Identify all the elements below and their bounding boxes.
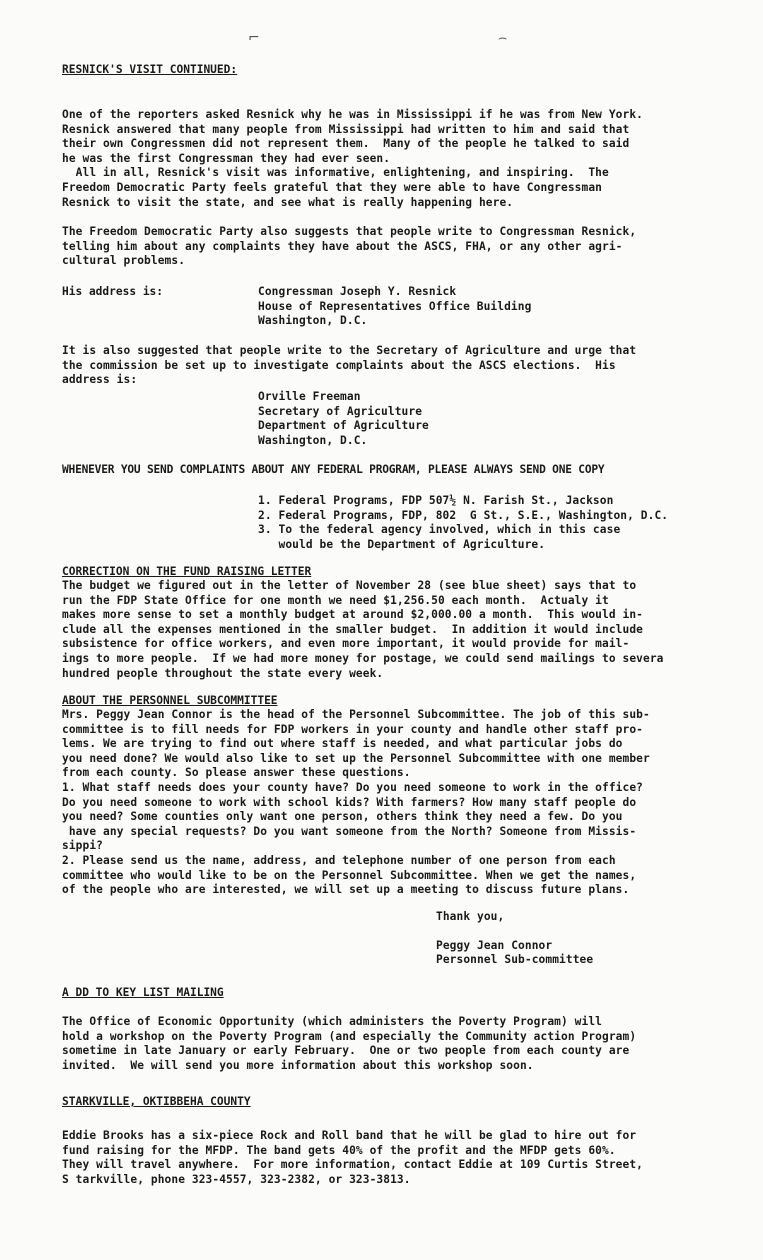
text-line: their own Congressmen did not represent them. Many of the people he talked to said — [62, 137, 630, 151]
page-title: RESNICK'S VISIT CONTINUED: — [62, 63, 238, 76]
text-line: committee who would like to be on the Personnel Subcommittee. When we get the names, — [62, 868, 637, 882]
text-line: he was the first Congressman they had ever seen. — [62, 151, 391, 165]
section-heading: ABOUT THE PERSONNEL SUBCOMMITTEE — [62, 694, 278, 707]
address-line: Congressman Joseph Y. Resnick — [258, 285, 457, 298]
list-item: 3. To the federal agency involved, which in this case — [258, 523, 621, 537]
text-line: telling him about any complaints they have about the ASCS, FHA, or any other agri- — [62, 239, 623, 253]
text-line: clude all the expenses mentioned in the smaller budget. In addition it would include — [62, 622, 644, 636]
address-label: His address is: — [62, 285, 164, 298]
section-heading: A DD TO KEY LIST MAILING — [62, 986, 224, 999]
text-line: you need done? We would also like to set up the Personnel Subcommittee with one member — [62, 751, 650, 765]
address-line: Orville Freeman — [258, 390, 361, 403]
text-line: hundred people throughout the state every week. — [62, 666, 384, 680]
complaints-block — [62, 463, 735, 478]
list-item: 1. Federal Programs, FDP 507½ N. Farish St., Jackson — [258, 494, 614, 507]
secretary-block — [62, 344, 735, 388]
address-line: Washington, D.C. — [258, 314, 368, 328]
text-line: sippi? — [62, 839, 104, 853]
text-line: run the FDP State Office for one month we need $1,256.50 each month. Actualy it — [62, 593, 609, 607]
stray-mark-icon: ⌢ — [498, 30, 508, 46]
text-line: They will travel anywhere. For more information, contact Eddie at 109 Curtis Street, — [62, 1158, 644, 1172]
text-line: Eddie Brooks has a six-piece Rock and Roll band that he will be glad to hire out for — [62, 1129, 637, 1142]
text-line: sometime in late January or early February. One or two people from each county are — [62, 1044, 630, 1058]
address-line: Department of Agriculture — [258, 419, 429, 433]
text-line: from each county. So please answer these questions. — [62, 766, 411, 780]
text-line: One of the reporters asked Resnick why he was in Mississippi if he was from New York. — [62, 108, 644, 121]
starkville-section — [62, 1094, 735, 1187]
title-block — [62, 62, 735, 77]
correction-section — [62, 564, 735, 681]
text-line: committee is to fill needs for FDP workers in your county and handle other staff pro- — [62, 722, 644, 736]
text-line: cultural problems. — [62, 254, 186, 268]
text-line: of the people who are interested, we will set up a meeting to discuss future plans. — [62, 883, 630, 897]
resnick-address-block — [62, 285, 735, 329]
suggest-block — [62, 225, 735, 269]
text-line: ings to more people. If we had more money for postage, we could send mailings to severa — [62, 651, 664, 665]
text-line: have any special requests? Do you want someone from the North? Someone from Missis- — [62, 824, 637, 838]
text-line: lems. We are trying to find out where staff is needed, and what particular jobs do — [62, 737, 623, 751]
text-line: The budget we figured out in the letter of November 28 (see blue sheet) says that to — [62, 579, 637, 592]
personnel-section — [62, 693, 735, 898]
text-line: 2. Please send us the name, address, and telephone number of one person from each — [62, 853, 616, 867]
stray-mark-icon: ⌐ — [248, 30, 260, 46]
text-line: S tarkville, phone 323-4557, 323-2382, or 323-3813. — [62, 1172, 411, 1186]
signature-block — [62, 910, 735, 968]
text-line: Mrs. Peggy Jean Connor is the head of the Personnel Subcommittee. The job of this sub- — [62, 708, 650, 721]
text-line: All in all, Resnick's visit was informative, enlightening, and inspiring. The — [62, 166, 609, 180]
section-heading: CORRECTION ON THE FUND RAISING LETTER — [62, 565, 312, 578]
intro-block — [62, 108, 735, 210]
address-line: House of Representatives Office Building — [258, 299, 532, 313]
list-item: 2. Federal Programs, FDP, 802 G St., S.E., Washington, D.C. — [258, 508, 669, 522]
complaints-list — [62, 494, 735, 552]
text-line: Do you need someone to work with school kids? With farmers? How many staff people do — [62, 795, 637, 809]
text-line: Resnick to visit the state, and see what is really happening here. — [62, 195, 514, 209]
text-line: invited. We will send you more information about this workshop soon. — [62, 1058, 534, 1072]
text-line: the commission be set up to investigate complaints about the ASCS elections. His — [62, 358, 616, 372]
address-line: Secretary of Agriculture — [258, 404, 423, 418]
complaints-header: WHENEVER YOU SEND COMPLAINTS ABOUT ANY FEDERAL PROGRAM, PLEASE ALWAYS SEND ONE COPY — [62, 463, 605, 476]
text-line: fund raising for the MFDP. The band gets 40% of the profit and the MFDP gets 60%. — [62, 1143, 616, 1157]
signer-title: Personnel Sub-committee — [436, 953, 594, 967]
text-line: Freedom Democratic Party feels grateful that they were able to have Congressman — [62, 180, 602, 194]
text-line: hold a workshop on the Poverty Program (and especially the Community action Program) — [62, 1029, 637, 1043]
mailing-section — [62, 985, 735, 1073]
text-line: makes more sense to set a monthly budget at around $2,000.00 a month. This would in- — [62, 608, 644, 622]
list-item: would be the Department of Agriculture. — [258, 537, 546, 551]
text-line: you need? Some counties only want one person, others think they need a few. Do you — [62, 810, 623, 824]
text-line: 1. What staff needs does your county have? Do you need someone to work in the office? — [62, 780, 644, 794]
text-line: The Office of Economic Opportunity (which administers the Poverty Program) will — [62, 1015, 602, 1028]
closing: Thank you, — [436, 910, 505, 923]
text-line: subsistence for office workers, and even more important, it would provide for mail- — [62, 637, 630, 651]
address-line: Washington, D.C. — [258, 433, 368, 447]
text-line: address is: — [62, 373, 138, 387]
text-line: The Freedom Democratic Party also suggests that people write to Congressman Resnick, — [62, 225, 637, 238]
text-line: Resnick answered that many people from Mississippi had written to him and said that — [62, 122, 630, 136]
freeman-address-block — [62, 390, 735, 448]
signer-name: Peggy Jean Connor — [436, 938, 553, 952]
text-line: It is also suggested that people write to the Secretary of Agriculture and urge that — [62, 344, 637, 357]
section-heading: STARKVILLE, OKTIBBEHA COUNTY — [62, 1095, 251, 1108]
